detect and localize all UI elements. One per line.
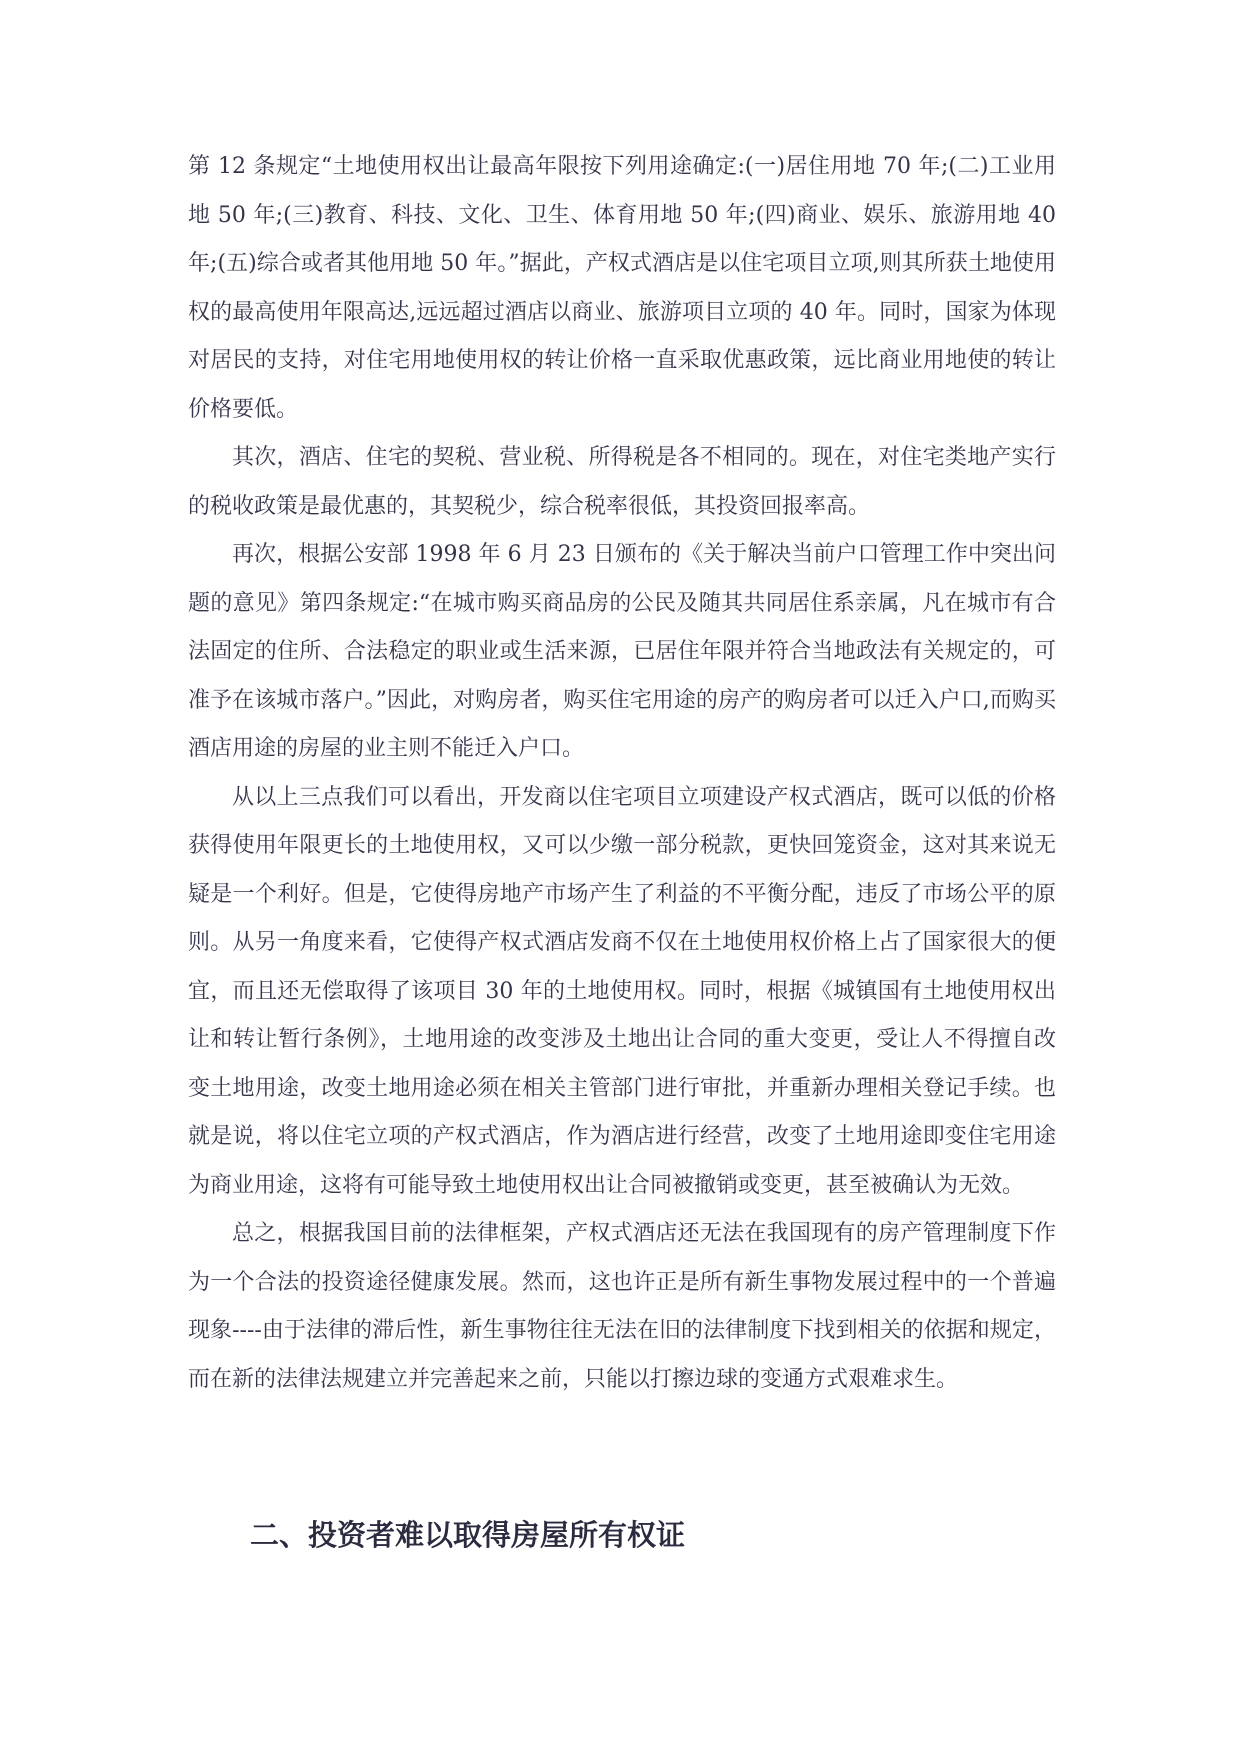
paragraph-household-registration: 再次，根据公安部 1998 年 6 月 23 日颁布的《关于解决当前户口管理工作中突出问题的意见》第四条规定:“在城市购买商品房的公民及随其共同居住系亲属，凡在城市有合法固定的住所、合法稳定的职业或生活来源，已居住年限并符合当地政法有关规定的，可准予在该城市落户。”因此，对购房者，购买住宅用途的房产的购房者可以迁入户口,而购买酒店用途的房屋的业主则不能迁入户口。 <box>188 542 1056 761</box>
paragraph-developer-analysis: 从以上三点我们可以看出，开发商以住宅项目立项建设产权式酒店，既可以低的价格获得使用年限更长的土地使用权，又可以少缴一部分税款，更快回笼资金，这对其来说无疑是一个利好。但是，它使得房地产市场产生了利益的不平衡分配，违反了市场公平的原则。从另一角度来看，它使得产权式酒店发商不仅在土地使用权价格上占了国家很大的便宜，而且还无偿取得了该项目 30 年的土地使用权。同时，根据《城镇国有土地使用权出让和转让暂行条例》，土地用途的改变涉及土地出让合同的重大变更，受让人不得擅自改变土地用途，改变土地用途必须在相关主管部门进行审批，并重新办理相关登记手续。也就是说，将以住宅立项的产权式酒店，作为酒店进行经营，改变了土地用途即变住宅用途为商业用途，这将有可能导致土地使用权出让合同被撤销或变更，甚至被确认为无效。 <box>188 784 1056 1198</box>
paragraph-tax-policy: 其次，酒店、住宅的契税、营业税、所得税是各不相同的。现在，对住宅类地产实行的税收政策是最优惠的，其契税少，综合税率很低，其投资回报率高。 <box>188 445 1056 519</box>
section-heading: 二、投资者难以取得房屋所有权证 <box>250 1518 686 1552</box>
paragraph-land-use-term: 第 12 条规定“土地使用权出让最高年限按下列用途确定:(一)居住用地 70 年;(二)工业用地 50 年;(三)教育、科技、文化、卫生、体育用地 50 年;(四)商业、娱乐、旅游用地 40 年;(五)综合或者其他用地 50 年。”据此，产权式酒店是以住宅项目立项,则其所获土地使用权的最高使用年限高达,远远超过酒店以商业、旅游项目立项的 40 年。同时，国家为体现对居民的支持，对住宅用地使用权的转让价格一直采取优惠政策，远比商业用地使的转让价格要低。 <box>188 154 1056 422</box>
paragraph-conclusion: 总之，根据我国目前的法律框架，产权式酒店还无法在我国现有的房产管理制度下作为一个合法的投资途径健康发展。然而，这也许正是所有新生事物发展过程中的一个普遍现象----由于法律的滞后性，新生事物往往无法在旧的法律制度下找到相关的依据和规定，而在新的法律法规建立并完善起来之前，只能以打擦边球的变通方式艰难求生。 <box>188 1221 1056 1392</box>
document-body <box>188 143 1056 1404</box>
